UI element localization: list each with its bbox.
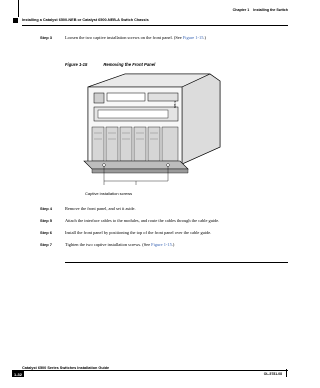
footer-rule bbox=[12, 370, 288, 371]
figure-label: Figure 1-15 bbox=[65, 62, 88, 67]
figure-link[interactable]: Figure 1-15 bbox=[182, 35, 204, 40]
footer-guide-title: Catalyst 6500 Series Switches Installation Guide bbox=[22, 366, 110, 370]
chassis-illustration bbox=[70, 69, 230, 193]
header-rule bbox=[22, 25, 288, 26]
step-text: Install the front panel by positioning the top of the front panel over the cable guide. bbox=[65, 230, 212, 235]
chapter-header bbox=[233, 8, 288, 13]
document-number: OL-5781-08 bbox=[263, 372, 282, 376]
step-text: Remove the front panel, and set it aside. bbox=[65, 206, 136, 211]
section-marker bbox=[13, 18, 18, 23]
step-number: Step 6 bbox=[40, 230, 53, 235]
figure-link[interactable]: Figure 1-15 bbox=[151, 242, 172, 247]
step-text: Tighten the two captive installation screws. (See bbox=[65, 242, 152, 247]
step-number: Step 5 bbox=[40, 218, 53, 223]
chapter-title: Installing the Switch bbox=[253, 8, 288, 12]
section-title: Installing a Catalyst 6500-NEB or Catalyst 6500-NEB-A Switch Chassis bbox=[22, 18, 149, 22]
figure-id: 68672 bbox=[174, 100, 177, 108]
step-text: Loosen the two captive installation screws on the front panel. (See bbox=[65, 35, 183, 40]
footer-bar bbox=[286, 369, 287, 377]
step-number: Step 3 bbox=[40, 35, 53, 40]
step-number: Step 7 bbox=[40, 242, 53, 247]
step-number: Step 4 bbox=[40, 206, 53, 211]
procedure-end-rule bbox=[65, 262, 288, 263]
header-vertical-rule bbox=[18, 0, 19, 17]
figure-callout: Captive installation screws bbox=[85, 191, 133, 196]
step-text: Attach the interface cables to the modules, and route the cables through the cable guide. bbox=[65, 218, 220, 223]
page-number: 1-32 bbox=[14, 371, 23, 377]
figure-caption bbox=[65, 62, 155, 67]
chapter-number: Chapter 1 bbox=[232, 8, 250, 12]
figure-title: Removing the Front Panel bbox=[103, 62, 156, 67]
